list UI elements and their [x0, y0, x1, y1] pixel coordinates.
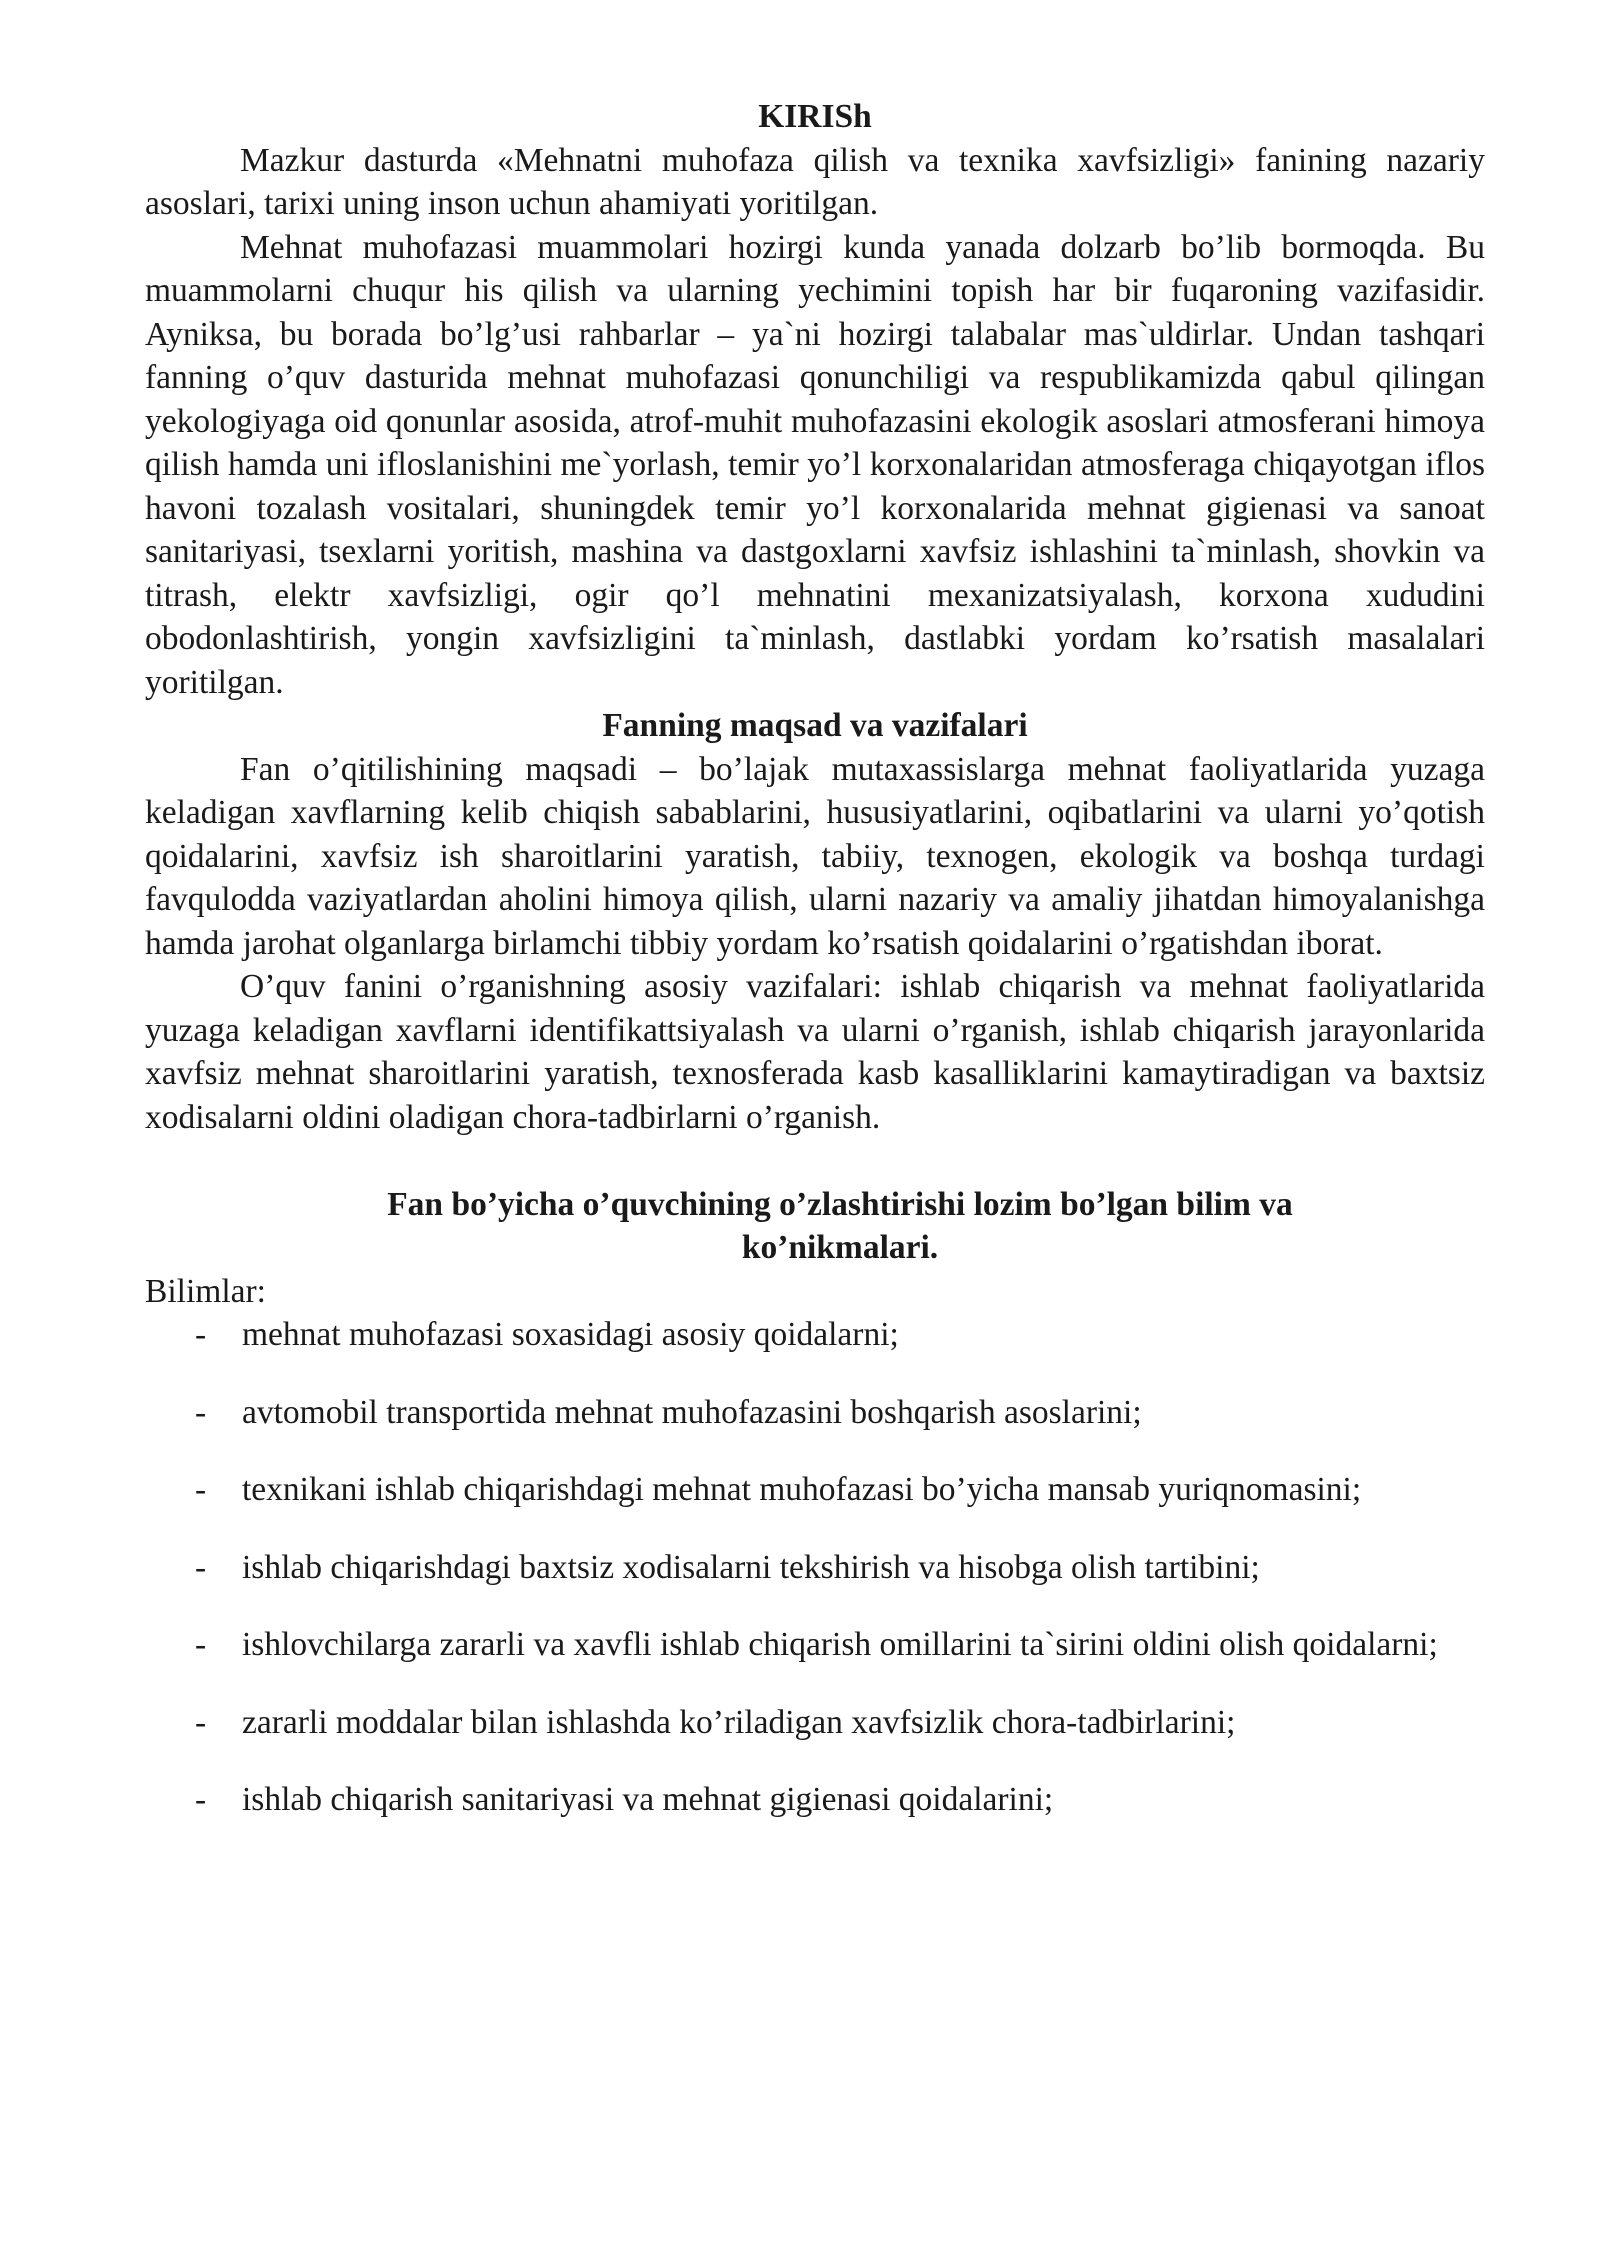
list-item-text: ishlab chiqarish sanitariyasi va mehnat gigienasi qoidalarini;	[242, 1781, 1054, 1818]
list-item-text: avtomobil transportida mehnat muhofazasini boshqarish asoslarini;	[242, 1393, 1142, 1431]
knowledge-list-label: Bilimlar:	[145, 1272, 266, 1310]
list-item-text: zararli moddalar bilan ishlashda ko’riladigan xavfsizlik chora-tadbirlarini;	[242, 1703, 1236, 1741]
knowledge-list	[145, 1313, 1485, 1822]
list-item	[145, 1778, 1485, 1822]
list-item-text: mehnat muhofazasi soxasidagi asosiy qoidalarni;	[242, 1316, 899, 1353]
list-item	[145, 1623, 1485, 1667]
blank-line	[145, 1139, 1485, 1183]
list-dash: -	[195, 1626, 207, 1663]
section-heading-goals: Fanning maqsad va vazifalari	[602, 707, 1028, 744]
list-dash: -	[195, 1393, 207, 1431]
intro-paragraph-1: Mazkur dasturda «Mehnatni muhofaza qilish va texnika xavfsizligi» fanining nazariy asoslari, tarixi uning inson uchun ahamiyati yoritilgan.	[145, 141, 1485, 222]
list-item-text: ishlab chiqarishdagi baxtsiz xodisalarni tekshirish va hisobga olish tartibini;	[242, 1548, 1260, 1586]
list-item	[145, 1468, 1485, 1512]
list-item	[145, 1546, 1485, 1590]
list-item	[145, 1313, 1485, 1357]
section-heading-knowledge-line-1: Fan bo’yicha o’quvchining o’zlashtirishi lozim bo’lgan bilim va	[387, 1185, 1293, 1223]
intro-paragraph-2: Mehnat muhofazasi muammolari hozirgi kunda yanada dolzarb bo’lib bormoqda. Bu muammolarni chuqur his qilish va ularning yechimini topish har bir fuqaroning vazifasidir. Ayniksa, bu borada bo’lg’usi rahbarlar – ya`ni hozirgi talabalar mas`uldirlar. Undan tashqari fanning o’quv dasturida mehnat muhofazasi qonunchiligi va respublikamizda qabul qilingan yekologiyaga oid qonunlar asosida, atrof-muhit muhofazasini ekologik asoslari atmosferani himoya qilish hamda uni ifloslanishini me`yorlash, temir yo’l korxonalaridan atmosferaga chiqayotgan iflos havoni tozalash vositalari, shuningdek temir yo’l korxonalarida mehnat gigienasi va sanoat sanitariyasi, tsexlarni yoritish, mashina va dastgoxlarni xavfsiz ishlashini ta`minlash, shovkin va titrash, elektr xavfsizligi, ogir qo’l mehnatini mexanizatsiyalash, korxona xududini obodonlashtirish, yongin xavfsizligini ta`minlash, dastlabki yordam ko’rsatish masalalari yoritilgan.	[145, 228, 1485, 701]
list-item	[145, 1701, 1485, 1745]
list-dash: -	[195, 1471, 207, 1508]
list-item-text: texnikani ishlab chiqarishdagi mehnat muhofazasi bo’yicha mansab yuriqnomasini;	[242, 1471, 1362, 1508]
goals-paragraph-1: Fan o’qitilishining maqsadi – bo’lajak mutaxassislarga mehnat faoliyatlarida yuzaga keladigan xavflarning kelib chiqish sabablarini, hususiyatlarini, oqibatlarini va ularni yo’qotish qoidalarini, xavfsiz ish sharoitlarini yaratish, tabiiy, texnogen, ekologik va boshqa turdagi favqulodda vaziyatlardan aholini himoya qilish, ularni nazariy va amaliy jihatdan himoyalanishga hamda jarohat olganlarga birlamchi tibbiy yordam ko’rsatish qoidalarini o’rgatishdan iborat.	[145, 750, 1485, 962]
section-heading-knowledge	[145, 1183, 1485, 1270]
list-item-text: ishlovchilarga zararli va xavfli ishlab chiqarish omillarini ta`sirini oldini olish qoidalarni;	[242, 1626, 1438, 1663]
list-dash: -	[195, 1316, 207, 1353]
list-dash: -	[195, 1703, 207, 1741]
document-page	[145, 95, 1485, 1856]
page-title: KIRISh	[758, 98, 872, 135]
list-item	[145, 1391, 1485, 1435]
list-dash: -	[195, 1781, 207, 1818]
list-dash: -	[195, 1548, 207, 1586]
goals-paragraph-2: O’quv fanini o’rganishning asosiy vazifalari: ishlab chiqarish va mehnat faoliyatlarida yuzaga keladigan xavflarni identifikattsiyalash va ularni o’rganish, ishlab chiqarish jarayonlarida xavfsiz mehnat sharoitlarini yaratish, texnosferada kasb kasalliklarini kamaytiradigan va baxtsiz xodisalarni oldini oladigan chora-tadbirlarni o’rganish.	[145, 968, 1485, 1136]
section-heading-knowledge-line-2: ko’nikmalari.	[741, 1229, 939, 1266]
